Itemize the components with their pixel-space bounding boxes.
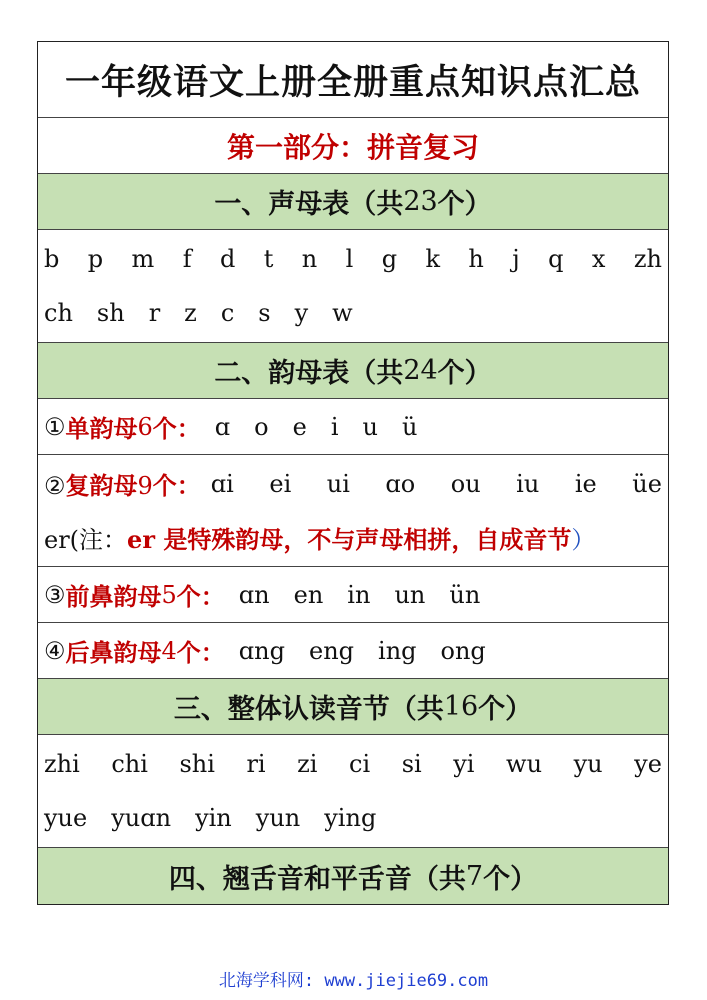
note-text: er 是特殊韵母，不与声母相拼，自成音节: [127, 525, 572, 554]
final-value: ün: [449, 580, 481, 609]
syllable: ci: [349, 750, 371, 778]
initial-letter: k: [425, 245, 441, 273]
initial-letter: d: [219, 245, 236, 273]
item-number: ②: [44, 472, 66, 500]
syllable: yue: [44, 804, 88, 832]
final-value: iu: [516, 469, 540, 498]
item-label: 复韵母: [65, 471, 138, 500]
final-value: ong: [440, 636, 486, 665]
final-value: ɑo: [385, 469, 416, 498]
item-number: ①: [44, 412, 66, 441]
finals-values: [211, 470, 662, 498]
initial-letter: c: [220, 299, 235, 327]
item-unit: 个：: [152, 471, 201, 500]
item-unit: 个：: [152, 414, 201, 443]
note-close: ）: [571, 526, 596, 554]
section-heading-syllables: [38, 679, 668, 735]
initial-letter: f: [182, 245, 192, 273]
final-value: ɑn: [238, 580, 270, 609]
syllable: shi: [179, 750, 215, 778]
compound-label-group: [44, 466, 201, 501]
final-value: eng: [308, 636, 355, 665]
initials-line: [44, 232, 662, 286]
initial-letter: y: [294, 299, 309, 327]
syllable: ye: [634, 750, 662, 778]
item-count: 9: [137, 472, 153, 500]
final-value: ing: [378, 636, 417, 665]
item-label: 后鼻韵母: [65, 638, 162, 667]
final-value: o: [254, 412, 269, 441]
initial-letter: m: [131, 245, 155, 273]
section-end: 个）: [437, 358, 492, 389]
syllable: ying: [324, 804, 377, 832]
section-count: 7: [465, 860, 484, 892]
compound-line: [44, 457, 662, 511]
syllables-line: [44, 737, 662, 791]
finals-back-nasal-row: [38, 623, 668, 679]
section-heading-finals: [38, 343, 668, 399]
final-value: ɑ: [214, 412, 231, 441]
section-end: 个）: [437, 189, 492, 220]
final-value: ü: [401, 412, 418, 441]
initials-table: [38, 230, 668, 343]
syllable: chi: [111, 750, 148, 778]
final-value: üe: [632, 469, 662, 498]
final-value: u: [362, 412, 378, 441]
syllable: wu: [506, 750, 543, 778]
initial-letter: b: [44, 245, 60, 273]
item-count: 4: [161, 636, 177, 665]
finals-values: [215, 413, 442, 441]
final-value: un: [394, 580, 426, 609]
final-value: ui: [326, 469, 350, 498]
section-end: 个）: [478, 694, 533, 725]
footer-watermark[interactable]: 北海学科网: www.jiejie69.com: [218, 971, 489, 991]
finals-values: [239, 581, 504, 609]
initial-letter: j: [512, 245, 520, 273]
syllable: yi: [453, 750, 475, 778]
section-end: 个）: [483, 863, 538, 895]
initial-letter: p: [87, 245, 104, 273]
initial-letter: s: [258, 299, 271, 327]
section-heading-initials: [38, 174, 668, 230]
item-label: 前鼻韵母: [65, 582, 162, 611]
syllable: zi: [297, 750, 318, 778]
finals-front-nasal-row: [38, 567, 668, 623]
item-number: ③: [44, 580, 66, 609]
finals-values: [239, 637, 510, 665]
syllables-table: [38, 735, 668, 848]
syllable: yuɑn: [111, 804, 172, 832]
syllable: ri: [246, 750, 266, 778]
initial-letter: r: [148, 299, 161, 327]
initials-line: [44, 286, 662, 340]
finals-simple-row: [38, 399, 668, 455]
final-value: in: [347, 580, 371, 609]
item-unit: 个：: [176, 638, 225, 667]
item-count: 5: [161, 580, 177, 609]
syllable: yin: [195, 804, 232, 832]
section-label: 二、韵母表（共: [214, 358, 404, 389]
section-label: 一、声母表（共: [214, 189, 404, 220]
item-count: 6: [137, 412, 153, 441]
syllable: yu: [573, 750, 603, 778]
final-value: en: [293, 580, 324, 609]
section-count: 16: [443, 691, 479, 722]
initial-letter: n: [301, 245, 318, 273]
final-value: e: [292, 412, 307, 441]
initial-letter: h: [468, 245, 484, 273]
item-unit: 个：: [176, 582, 225, 611]
section-count: 23: [403, 186, 438, 217]
initial-letter: t: [263, 245, 274, 273]
syllable: yun: [255, 804, 301, 832]
final-value: ou: [450, 469, 481, 498]
compound-note: [44, 511, 662, 565]
item-label: 单韵母: [65, 414, 138, 443]
syllable: zhi: [44, 750, 80, 778]
syllables-line: [44, 791, 662, 845]
initial-letter: sh: [96, 299, 125, 327]
initial-letter: l: [345, 245, 354, 273]
final-value: ɑng: [238, 636, 285, 665]
initial-letter: ch: [44, 299, 73, 327]
initial-letter: w: [332, 299, 353, 327]
final-value: ie: [574, 469, 597, 498]
section-heading-retroflex: [38, 848, 668, 904]
section-count: 24: [403, 355, 438, 386]
finals-compound-row: [38, 455, 668, 567]
summary-table: [37, 41, 669, 905]
syllable: si: [401, 750, 422, 778]
part-heading: 第一部分：拼音复习: [38, 118, 668, 174]
final-value: i: [330, 412, 339, 441]
section-label: 三、整体认读音节（共: [173, 694, 444, 725]
initial-letter: q: [548, 245, 564, 273]
final-value: ɑi: [210, 469, 234, 498]
final-value: ei: [269, 469, 292, 498]
page-title: 一年级语文上册全册重点知识点汇总: [38, 42, 668, 118]
initial-letter: z: [184, 299, 197, 327]
section-label: 四、翘舌音和平舌音（共: [168, 863, 466, 895]
initial-letter: g: [381, 245, 398, 273]
initial-letter: zh: [633, 245, 662, 273]
item-number: ④: [44, 636, 66, 665]
note-prefix: er(注：: [44, 526, 128, 554]
initial-letter: x: [591, 245, 606, 273]
